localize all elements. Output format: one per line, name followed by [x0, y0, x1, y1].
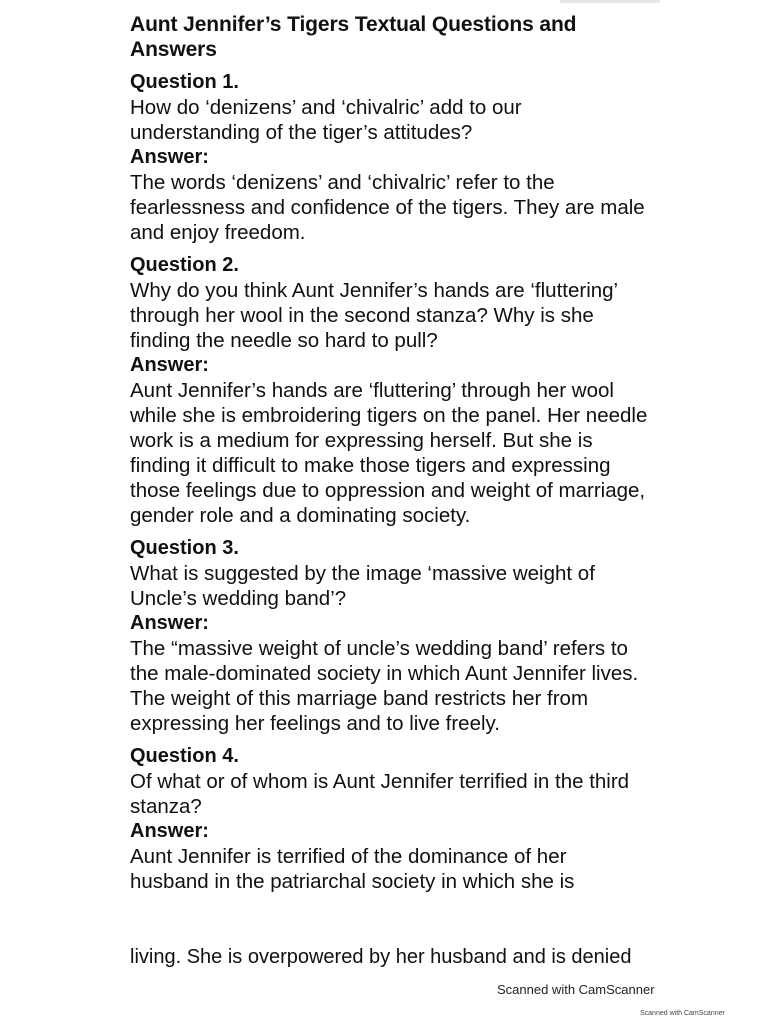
- question-text: What is suggested by the image ‘massive weight of Uncle’s wedding band’?: [130, 562, 595, 610]
- qa-item-3: [130, 536, 650, 736]
- answer-text: The “massive weight of uncle’s wedding band’ refers to the male-dominated society in which Aunt Jennifer lives. The weight of this marriage band restricts her from expressing her feelings and to live freely.: [130, 637, 639, 735]
- question-text: Of what or of whom is Aunt Jennifer terrified in the third stanza?: [130, 770, 630, 818]
- question-text: Why do you think Aunt Jennifer’s hands are ‘fluttering’ through her wool in the second stanza? Why is she finding the needle so hard to pull?: [130, 279, 618, 352]
- qa-item-1: [130, 70, 650, 245]
- scanner-watermark-small: Scanned with CamScanner: [640, 1010, 725, 1017]
- question-label: Question 4.: [130, 745, 239, 767]
- answer-label: Answer:: [130, 354, 209, 376]
- cropped-text-line: [130, 946, 642, 970]
- question-label: Question 3.: [130, 537, 239, 559]
- qa-item-4: [130, 744, 650, 894]
- document-body: [130, 12, 650, 967]
- question-label: Question 1.: [130, 71, 239, 93]
- answer-text: The words ‘denizens’ and ‘chivalric’ refer to the fearlessness and confidence of the tigers. They are male and enjoy freedom.: [130, 171, 645, 244]
- answer-text: Aunt Jennifer’s hands are ‘fluttering’ through her wool while she is embroidering tigers on the panel. Her needle work is a medium for expressing herself. But she is finding it difficult to make those tigers and expressing those feelings due to oppression and weight of marriage, gender role and a dominating society.: [130, 379, 648, 527]
- scanner-watermark: Scanned with CamScanner: [497, 982, 655, 997]
- question-text: How do ‘denizens’ and ‘chivalric’ add to our understanding of the tiger’s attitudes?: [130, 96, 522, 144]
- answer-label: Answer:: [130, 820, 209, 842]
- qa-item-2: [130, 253, 650, 528]
- cropped-text: living. She is overpowered by her husband and is denied: [130, 946, 632, 968]
- scan-edge-mark: [560, 0, 660, 3]
- answer-label: Answer:: [130, 146, 209, 168]
- document-title: Aunt Jennifer’s Tigers Textual Questions and Answers: [130, 13, 577, 61]
- answer-text: Aunt Jennifer is terrified of the dominance of her husband in the patriarchal society in which she is: [130, 845, 575, 893]
- answer-label: Answer:: [130, 612, 209, 634]
- question-label: Question 2.: [130, 254, 239, 276]
